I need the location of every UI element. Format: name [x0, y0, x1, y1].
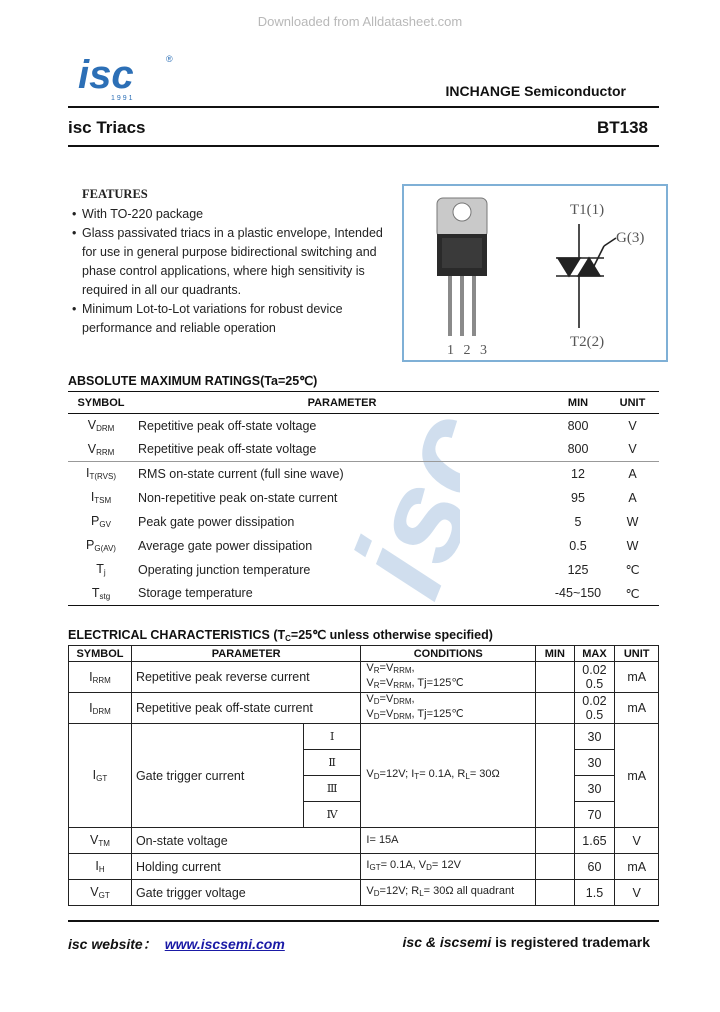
table-row [68, 414, 659, 438]
col-min: MIN [536, 646, 574, 662]
trademark-notice: isc & iscsemi is registered trademark [402, 934, 650, 950]
symbol-cell: $P_{GV}$ [91, 514, 111, 529]
table-row: $I_{DRM}$ Repetitive peak off-state current $V_D=V_{DRM}$, $V_D=V_{DRM}$, Tj=125℃ 0.02 0.5 mA [69, 693, 659, 724]
features-section [70, 185, 400, 338]
min-cell: 0.5 [569, 538, 587, 553]
symbol-cell: $I_{T(RVS)}$ [68, 462, 134, 486]
symbol-cell: $V_{RRM}$ [87, 441, 115, 457]
unit-cell: V [628, 418, 637, 433]
footer-rule [68, 920, 659, 922]
symbol-cell: $T_j$ [96, 562, 106, 577]
to220-package-image [437, 198, 487, 336]
watermark-logo-text: isc [330, 392, 460, 615]
table-row [68, 438, 659, 462]
unit-cell: A [628, 490, 637, 505]
symbol-cell: $I_{TSM}$ [90, 490, 112, 505]
elec-table [68, 645, 659, 906]
col-parameter: PARAMETER [131, 646, 360, 662]
unit-cell: W [626, 514, 639, 529]
table-row: Ⅲ 30 [69, 776, 659, 802]
feature-item: • Minimum Lot-to-Lot variations for robust device performance and reliable operation [70, 300, 400, 338]
table-row [68, 462, 659, 486]
parameter-cell: RMS on-state current (full sine wave) [134, 462, 550, 486]
unit-cell: A [606, 462, 659, 486]
min-cell: 125 [567, 562, 589, 577]
min-cell: 800 [567, 442, 589, 457]
col-unit: UNIT [606, 392, 659, 414]
col-symbol: SYMBOL [68, 392, 134, 414]
parameter-cell: Operating junction temperature [138, 562, 311, 577]
t2-label: T2(2) [570, 334, 605, 350]
col-symbol: SYMBOL [69, 646, 132, 662]
min-cell: 12 [550, 462, 606, 486]
symbol-cell: $V_{DRM}$ [87, 418, 115, 434]
footer-website [68, 934, 285, 954]
ratings-header-row [68, 392, 659, 414]
table-row [68, 486, 659, 510]
unit-cell: ℃ [625, 563, 640, 577]
col-unit: UNIT [615, 646, 659, 662]
parameter-cell: Repetitive peak off-state voltage [138, 418, 317, 433]
table-row: $V_{TM}$ On-state voltage I= 15A 1.65 V [69, 828, 659, 854]
unit-cell: V [628, 442, 637, 457]
feature-item: • With TO-220 package [70, 205, 400, 224]
table-row: Ⅳ 70 [69, 802, 659, 828]
min-cell: 800 [567, 418, 589, 433]
doc-title: isc Triacs [68, 118, 146, 137]
symbol-cell: $P_{G(AV)}$ [86, 538, 116, 553]
website-link[interactable]: www.iscsemi.com [164, 936, 285, 952]
pin-labels: 1 2 3 [447, 343, 490, 358]
triac-symbol [556, 224, 616, 328]
elec-header-row [69, 646, 659, 662]
feature-item: • Glass passivated triacs in a plastic envelope, Intended for use in general purpose bidirectional switching and phase control applications, where high sensitivity is required in all our quadrants. [70, 224, 400, 300]
col-conditions: CONDITIONS [361, 646, 536, 662]
unit-cell: W [626, 538, 639, 553]
company-name: INCHANGE Semiconductor [445, 83, 626, 99]
parameter-cell: Non-repetitive peak on-state current [138, 490, 338, 505]
table-row: $I_{GT}$ Gate trigger current Ⅰ $V_D=12V$; $I_T= 0.1A$, $R_L= 30\Omega$ 30 mA [69, 724, 659, 750]
table-row: Ⅱ 30 [69, 750, 659, 776]
download-watermark: Downloaded from Alldatasheet.com [257, 14, 463, 29]
ratings-title: ABSOLUTE MAXIMUM RATINGS(Ta=25℃) [68, 374, 318, 388]
table-row [68, 534, 659, 558]
col-max: MAX [574, 646, 615, 662]
features-list [70, 205, 400, 338]
table-row [68, 582, 659, 606]
min-cell: 95 [571, 490, 585, 505]
table-row [68, 510, 659, 534]
unit-cell: ℃ [606, 582, 659, 606]
symbol-cell: $T_{stg}$ [68, 582, 134, 606]
t1-label: T1(1) [570, 202, 605, 218]
package-figure [402, 184, 668, 362]
parameter-cell: Peak gate power dissipation [138, 514, 295, 529]
gate-label: G(3) [616, 230, 645, 246]
ratings-table [68, 391, 659, 606]
table-row: $I_{RRM}$ Repetitive peak reverse current $V_R=V_{RRM}$, $V_R=V_{RRM}$, Tj=125℃ 0.02 0.5 mA [69, 662, 659, 693]
min-cell: 5 [574, 514, 582, 529]
features-heading: FEATURES [82, 187, 148, 201]
header-rule [68, 106, 659, 108]
table-row: $V_{GT}$ Gate trigger voltage $V_D=12V$; $R_L= 30\Omega$ all quadrant 1.5 V [69, 880, 659, 906]
isc-logo [78, 52, 183, 107]
table-row [68, 558, 659, 582]
website-label: isc website： [68, 936, 157, 952]
parameter-cell: Storage temperature [134, 582, 550, 606]
elec-title: ELECTRICAL CHARACTERISTICS ($T_C=25℃$ unless otherwise specified) [68, 628, 493, 643]
part-number: BT138 [596, 118, 648, 137]
min-cell: -45~150 [550, 582, 606, 606]
col-parameter: PARAMETER [134, 392, 550, 414]
logo-text: isc [78, 53, 134, 97]
parameter-cell: Average gate power dissipation [138, 538, 313, 553]
table-row: $I_H$ Holding current $I_{GT}= 0.1A$, $V_D= 12V$ 60 mA [69, 854, 659, 880]
logo-registered: ® [166, 54, 173, 64]
title-rule [68, 145, 659, 147]
logo-year: 1991 [111, 95, 135, 102]
parameter-cell: Repetitive peak off-state voltage [138, 442, 317, 457]
col-min: MIN [550, 392, 606, 414]
